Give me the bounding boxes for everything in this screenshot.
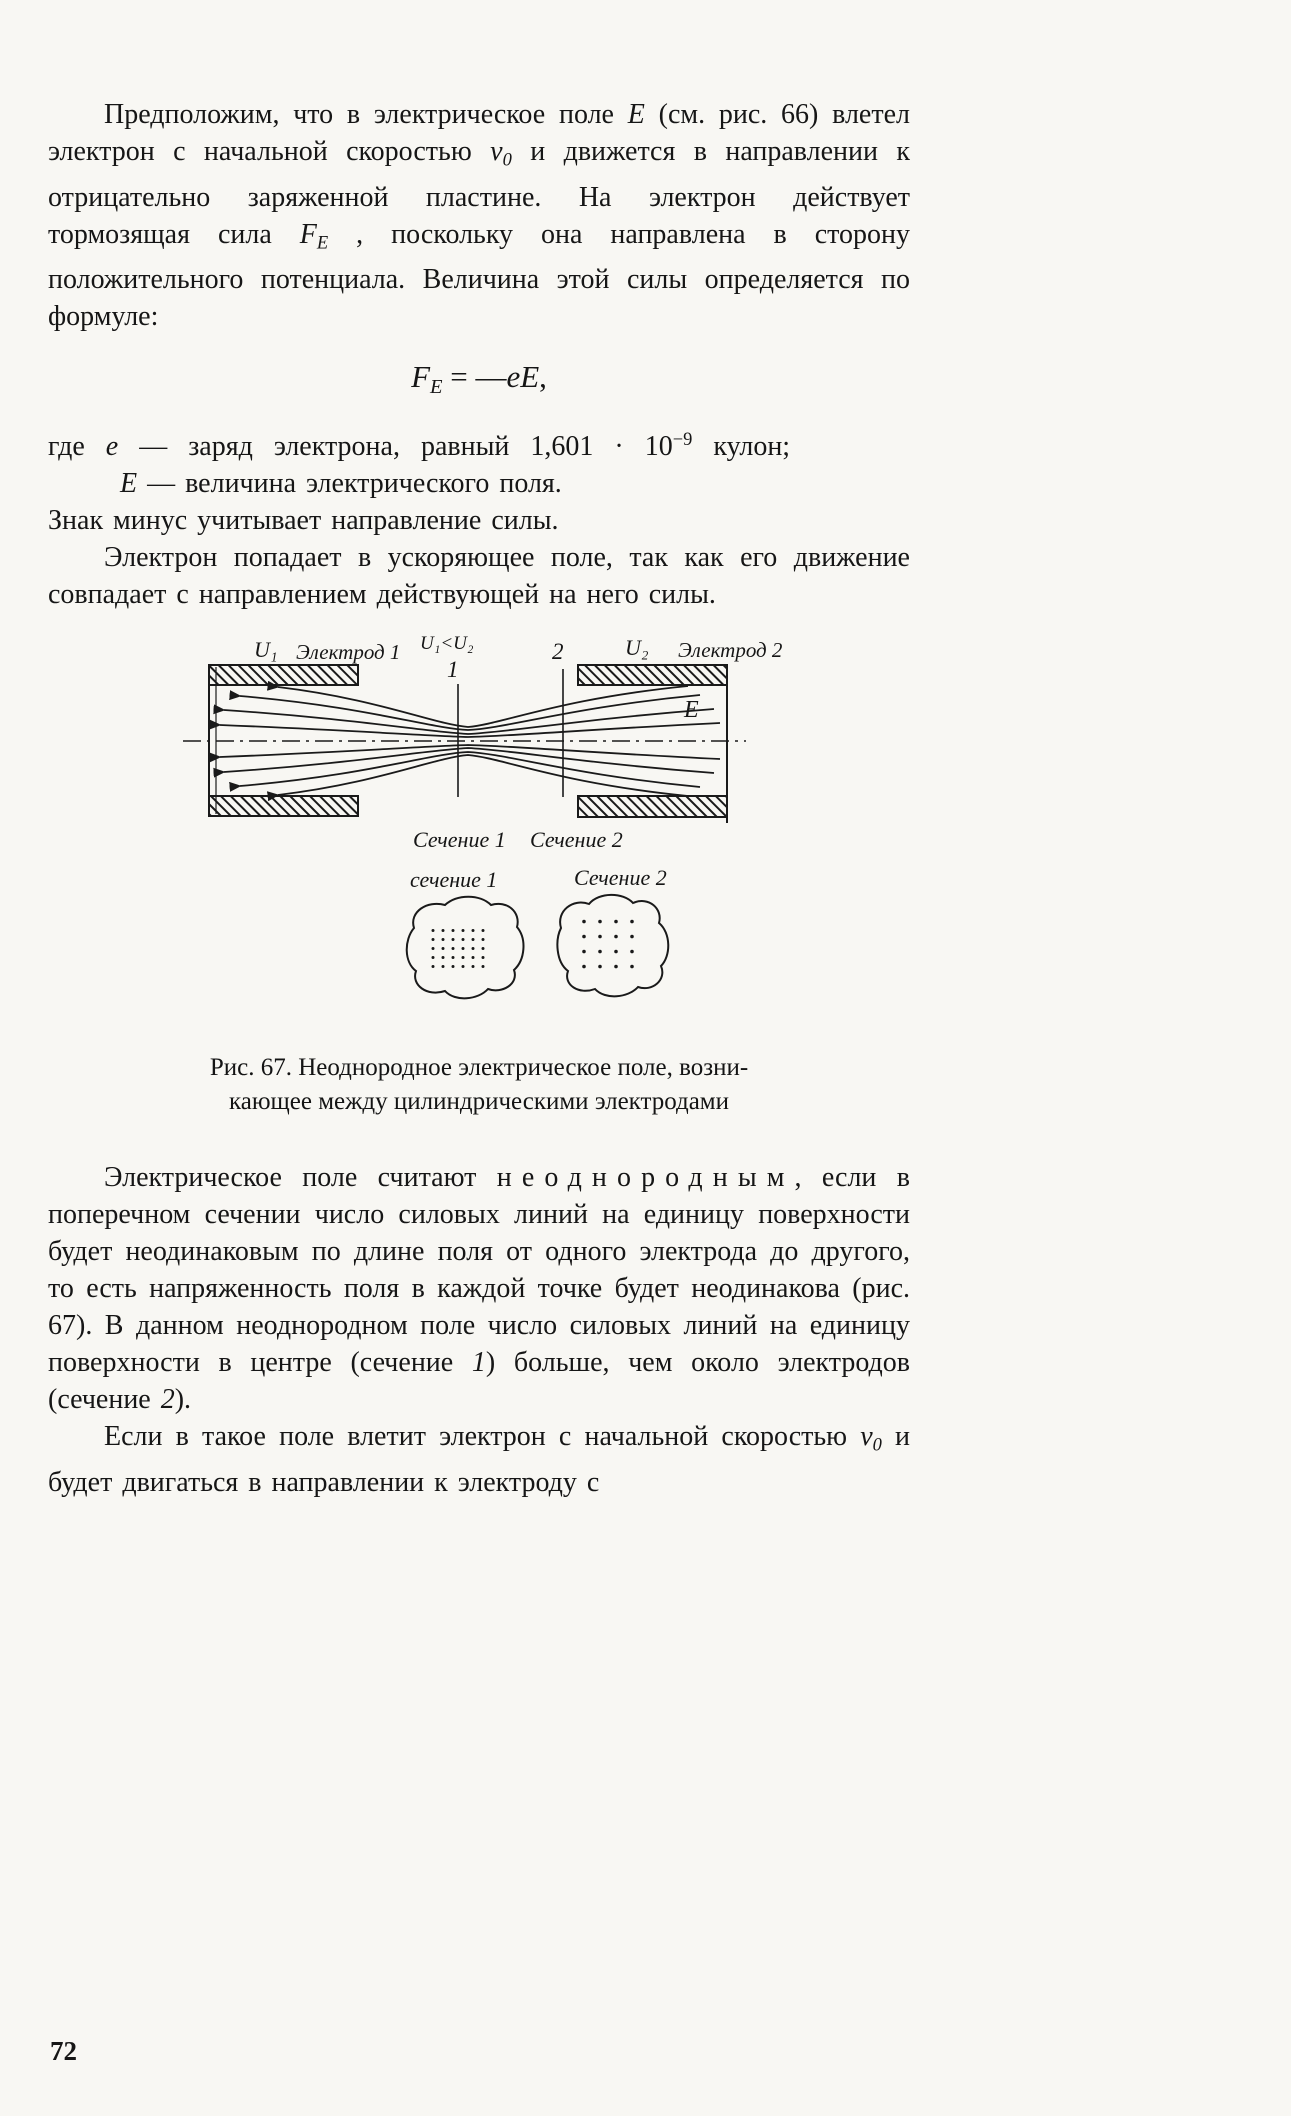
paragraph-intro: Предположим, что в электрическое поле E (см. рис. 66) влетел электрон с начальной скоростью $v_0$ и движется в направлении к отрицательно заряженной пластине. На электрон действует тормозящая сила $F_E$ , поскольку она направлена в сторону положительного потенциала. Величина этой силы определяется по формуле:: [48, 99, 911, 333]
field-line: [240, 695, 700, 730]
figure-caption-line-1: Рис. 67. Неоднородное электрическое поле, возни-: [209, 1054, 749, 1082]
label-section-1-blob: сечение 1: [410, 867, 498, 893]
field-line: [240, 752, 700, 787]
cross-section-2: [557, 895, 668, 996]
label-field-e: E: [684, 697, 699, 724]
paragraph-nonuniform-field: Электрическое поле считают неоднородным, если в поперечном сечении число силовых линий на единицу поверхности будет неодинаковым по длине поля от одного электрода до другого, то есть напряженность поля в каждой точке будет неодинакова (рис. 67). В данном неоднородном поле число силовых линий на единицу поверхности в центре (сечение 1) больше, чем около электродов (сечение 2).: [48, 1162, 911, 1416]
label-section-2-title: Сечение 2: [530, 827, 623, 853]
figure-67-drawing: [128, 629, 828, 1004]
paragraph-electron-enters: Если в такое поле влетит электрон с начальной скоростью $v_0$ и будет двигаться в направлении к электроду с: [48, 1421, 910, 1498]
label-electrode-2: Электрод 2: [678, 638, 783, 663]
cross-section-1: [407, 897, 524, 999]
text-block: [48, 96, 910, 1501]
label-section-line-1: 1: [447, 657, 459, 683]
label-u1-less-than-u2: U₁<U₂: [420, 633, 474, 655]
cross-section-2-dots: [577, 915, 637, 970]
where-field-value: E — величина электрического поля.: [120, 468, 562, 500]
label-section-line-2: 2: [552, 639, 564, 665]
electrode-2-bottom-wall: [578, 796, 727, 817]
paragraph-accelerating-field: Электрон попадает в ускоряющее поле, так как его движение совпадает с направлением действующей на него силы.: [48, 542, 910, 611]
label-u2: U₂: [625, 635, 649, 661]
page-number: 72: [50, 2036, 77, 2066]
label-u1: U₁: [254, 637, 278, 663]
formula-force: $F_E$ = —eE,: [411, 359, 547, 399]
electrode-2-top-wall: [578, 665, 727, 685]
electrode-1-bottom-wall: [209, 796, 358, 816]
label-section-2-blob: Сечение 2: [574, 865, 667, 891]
cross-section-1-dots: [431, 926, 489, 968]
figure-caption-line-2: кающее между цилиндрическими электродами: [228, 1088, 730, 1116]
label-section-1-title: Сечение 1: [413, 827, 506, 853]
where-electron-charge: где e — заряд электрона, равный $1,601 \cdot 10^{-9}$ кулон;: [48, 429, 791, 463]
figure-67: [128, 629, 910, 1009]
electrode-1-top-wall: [209, 665, 358, 685]
label-electrode-1: Электрод 1: [296, 640, 401, 665]
figure-caption: [48, 1051, 910, 1119]
paragraph-minus-sign: Знак минус учитывает направление силы.: [48, 505, 559, 537]
electrode-2-shape: [578, 665, 727, 823]
